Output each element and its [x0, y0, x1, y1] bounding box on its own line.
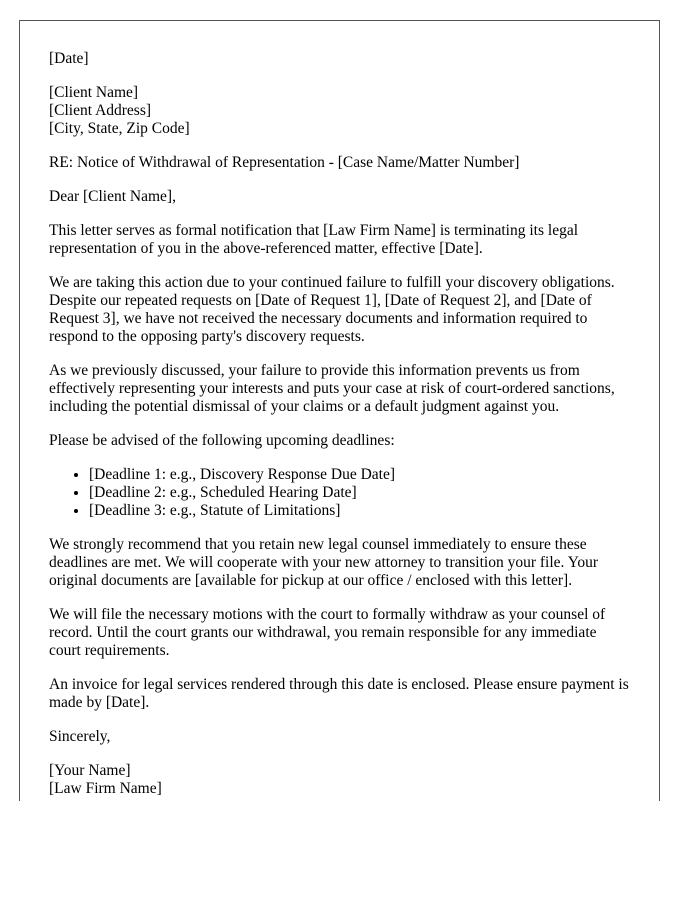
body-paragraph: We strongly recommend that you retain new legal counsel immediately to ensure these deadlines are met. We will cooperate with your new attorney to transition your file. Your original documents are [available for pickup at our office / enclosed with this letter]. [49, 536, 599, 589]
recipient-city: [City, State, Zip Code] [49, 120, 190, 137]
salutation: Dear [Client Name], [49, 188, 176, 205]
recipient-address [49, 84, 631, 138]
body-paragraph: An invoice for legal services rendered through this date is enclosed. Please ensure payment is made by [Date]. [49, 676, 629, 711]
letter-date: [Date] [49, 50, 89, 67]
signature-name: [Your Name] [49, 762, 131, 779]
re-line: RE: Notice of Withdrawal of Representation - [Case Name/Matter Number] [49, 154, 520, 171]
signature-firm: [Law Firm Name] [49, 780, 162, 797]
deadline-item: • [Deadline 3: e.g., Statute of Limitations] [89, 502, 631, 520]
body-paragraph: This letter serves as formal notification that [Law Firm Name] is terminating its legal representation of you in the above-referenced matter, effective [Date]. [49, 222, 579, 257]
body-paragraph: Please be advised of the following upcoming deadlines: [49, 432, 395, 449]
recipient-name: [Client Name] [49, 84, 139, 101]
body-paragraph: We will file the necessary motions with the court to formally withdraw as your counsel of record. Until the court grants our withdrawal, you remain responsible for any immediate court requirements. [49, 606, 606, 659]
deadline-item: • [Deadline 2: e.g., Scheduled Hearing Date] [89, 484, 631, 502]
signoff: Sincerely, [49, 728, 111, 745]
body-paragraph: As we previously discussed, your failure to provide this information prevents us from effectively representing your interests and puts your case at risk of court-ordered sanctions, including the potential dismissal of your claims or a default judgment against you. [49, 362, 615, 415]
recipient-street: [Client Address] [49, 102, 152, 119]
deadline-item: • [Deadline 1: e.g., Discovery Response Due Date] [89, 466, 631, 484]
body-paragraph: We are taking this action due to your continued failure to fulfill your discovery obligations. Despite our repeated requests on [Date of Request 1], [Date of Request 2], and [Date of Request 3], we have not received the necessary documents and information required to respond to the opposing party's discovery requests. [49, 274, 615, 345]
letter-page [19, 20, 660, 801]
signature-block [49, 762, 631, 798]
deadline-list [49, 466, 631, 520]
